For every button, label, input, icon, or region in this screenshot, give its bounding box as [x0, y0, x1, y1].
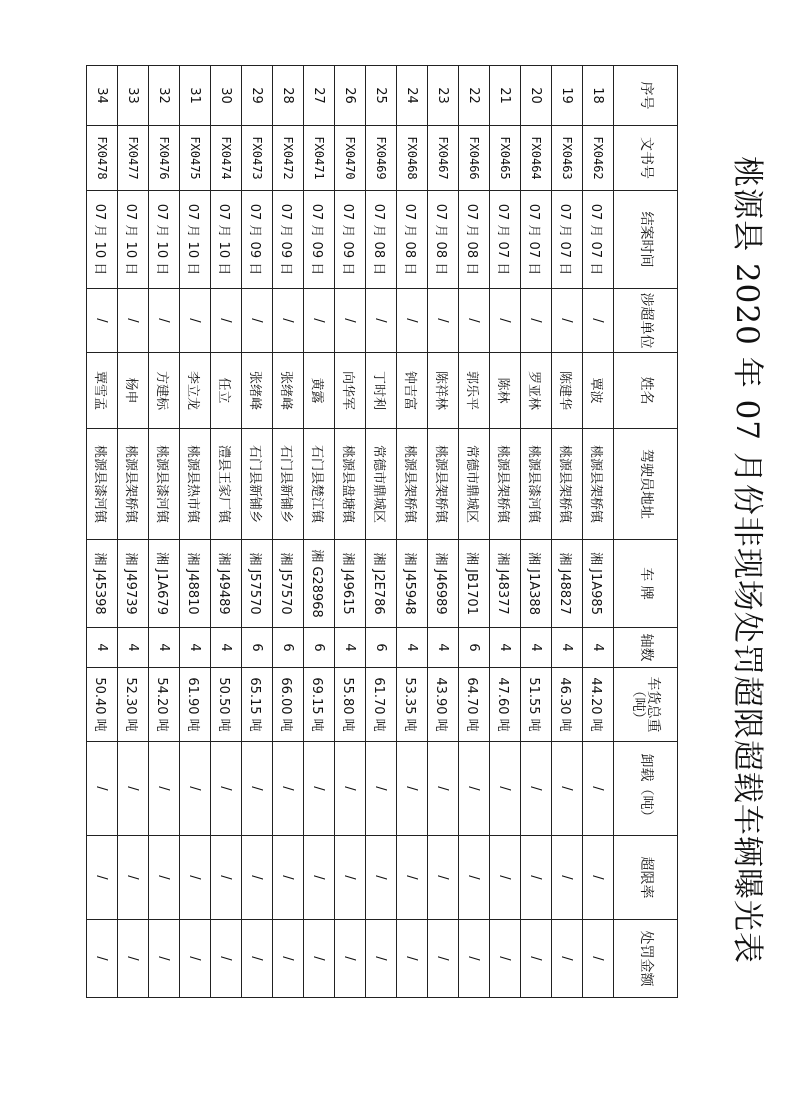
table-row: [397, 66, 428, 998]
cell-unit: /: [335, 289, 366, 353]
cell-penalty: /: [521, 920, 552, 998]
cell-penalty: /: [87, 920, 118, 998]
cell-name: 覃波: [583, 353, 614, 429]
cell-serial: 19: [552, 66, 583, 126]
cell-unit: /: [428, 289, 459, 353]
cell-plate: 湘 J49489: [211, 540, 242, 628]
cell-close-date: 07 月 10 日: [180, 191, 211, 289]
header-overload-rate: 超限率: [614, 836, 678, 920]
cell-plate: 湘 J48827: [552, 540, 583, 628]
cell-gross-weight: 54.20 吨: [149, 668, 180, 742]
cell-plate: 湘 J49739: [118, 540, 149, 628]
cell-close-date: 07 月 09 日: [335, 191, 366, 289]
cell-unload: /: [397, 742, 428, 836]
cell-penalty: /: [583, 920, 614, 998]
table-row: [87, 66, 118, 998]
page-title: 桃源县 2020 年 07 月份非现场处罚超限超载车辆曝光表: [729, 156, 765, 964]
cell-address: 桃源县漆河镇: [87, 429, 118, 540]
cell-name: 陈建华: [552, 353, 583, 429]
table-row: [273, 66, 304, 998]
cell-gross-weight: 51.55 吨: [521, 668, 552, 742]
cell-serial: 21: [490, 66, 521, 126]
cell-doc-number: FX0472: [273, 126, 304, 191]
cell-address: 澧县王家厂镇: [211, 429, 242, 540]
cell-unload: /: [87, 742, 118, 836]
cell-axles: 6: [273, 628, 304, 668]
cell-unload: /: [273, 742, 304, 836]
cell-unit: /: [149, 289, 180, 353]
cell-unit: /: [490, 289, 521, 353]
cell-address: 桃源县架桥镇: [552, 429, 583, 540]
cell-name: 陈林: [490, 353, 521, 429]
cell-unload: /: [180, 742, 211, 836]
cell-close-date: 07 月 08 日: [459, 191, 490, 289]
cell-serial: 25: [366, 66, 397, 126]
cell-overload-rate: /: [583, 836, 614, 920]
header-penalty: 处罚金额: [614, 920, 678, 998]
cell-overload-rate: /: [304, 836, 335, 920]
table-row: [583, 66, 614, 998]
cell-gross-weight: 43.90 吨: [428, 668, 459, 742]
cell-axles: 6: [242, 628, 273, 668]
table-row: [118, 66, 149, 998]
cell-doc-number: FX0473: [242, 126, 273, 191]
cell-address: 石门县新铺乡: [273, 429, 304, 540]
cell-unload: /: [118, 742, 149, 836]
cell-axles: 4: [211, 628, 242, 668]
cell-gross-weight: 64.70 吨: [459, 668, 490, 742]
cell-address: 桃源县架桥镇: [118, 429, 149, 540]
cell-axles: 4: [428, 628, 459, 668]
header-serial: 序号: [614, 66, 678, 126]
cell-serial: 33: [118, 66, 149, 126]
table-row: [459, 66, 490, 998]
cell-penalty: /: [273, 920, 304, 998]
cell-unit: /: [552, 289, 583, 353]
cell-name: 李立龙: [180, 353, 211, 429]
cell-close-date: 07 月 09 日: [242, 191, 273, 289]
cell-doc-number: FX0462: [583, 126, 614, 191]
header-gross-weight: 车货总重（吨）: [614, 668, 678, 742]
cell-serial: 26: [335, 66, 366, 126]
cell-overload-rate: /: [273, 836, 304, 920]
cell-axles: 4: [149, 628, 180, 668]
cell-unit: /: [180, 289, 211, 353]
cell-penalty: /: [490, 920, 521, 998]
cell-address: 桃源县漆河镇: [149, 429, 180, 540]
cell-gross-weight: 55.80 吨: [335, 668, 366, 742]
cell-doc-number: FX0476: [149, 126, 180, 191]
cell-penalty: /: [149, 920, 180, 998]
cell-overload-rate: /: [149, 836, 180, 920]
header-plate: 车 牌: [614, 540, 678, 628]
cell-unit: /: [366, 289, 397, 353]
cell-unit: /: [211, 289, 242, 353]
header-name: 姓名: [614, 353, 678, 429]
header-unit: 涉超单位: [614, 289, 678, 353]
cell-axles: 4: [521, 628, 552, 668]
cell-unload: /: [211, 742, 242, 836]
cell-unit: /: [583, 289, 614, 353]
header-unload: 卸载（吨）: [614, 742, 678, 836]
table-row: [428, 66, 459, 998]
violation-table: [86, 65, 678, 998]
cell-plate: 湘 J57570: [273, 540, 304, 628]
cell-serial: 18: [583, 66, 614, 126]
cell-doc-number: FX0467: [428, 126, 459, 191]
cell-serial: 29: [242, 66, 273, 126]
cell-close-date: 07 月 10 日: [211, 191, 242, 289]
cell-serial: 22: [459, 66, 490, 126]
cell-plate: 湘 J48810: [180, 540, 211, 628]
cell-close-date: 07 月 07 日: [583, 191, 614, 289]
cell-overload-rate: /: [521, 836, 552, 920]
header-address: 驾驶员地址: [614, 429, 678, 540]
cell-axles: 4: [180, 628, 211, 668]
header-axles: 轴数: [614, 628, 678, 668]
cell-close-date: 07 月 09 日: [273, 191, 304, 289]
table-row: [552, 66, 583, 998]
cell-doc-number: FX0465: [490, 126, 521, 191]
cell-name: 钟吉富: [397, 353, 428, 429]
cell-serial: 24: [397, 66, 428, 126]
cell-gross-weight: 46.30 吨: [552, 668, 583, 742]
cell-plate: 湘 J48377: [490, 540, 521, 628]
header-doc-number: 文书号: [614, 126, 678, 191]
cell-axles: 4: [397, 628, 428, 668]
cell-penalty: /: [397, 920, 428, 998]
cell-gross-weight: 50.40 吨: [87, 668, 118, 742]
cell-overload-rate: /: [335, 836, 366, 920]
cell-gross-weight: 69.15 吨: [304, 668, 335, 742]
cell-penalty: /: [366, 920, 397, 998]
cell-serial: 27: [304, 66, 335, 126]
cell-axles: 6: [304, 628, 335, 668]
cell-penalty: /: [180, 920, 211, 998]
cell-unit: /: [242, 289, 273, 353]
cell-doc-number: FX0463: [552, 126, 583, 191]
cell-unit: /: [118, 289, 149, 353]
cell-overload-rate: /: [428, 836, 459, 920]
cell-penalty: /: [242, 920, 273, 998]
cell-close-date: 07 月 07 日: [521, 191, 552, 289]
table-row: [211, 66, 242, 998]
cell-name: 任立: [211, 353, 242, 429]
cell-overload-rate: /: [242, 836, 273, 920]
cell-unit: /: [273, 289, 304, 353]
cell-gross-weight: 61.70 吨: [366, 668, 397, 742]
cell-axles: 4: [118, 628, 149, 668]
cell-unload: /: [459, 742, 490, 836]
cell-unload: /: [490, 742, 521, 836]
cell-serial: 32: [149, 66, 180, 126]
cell-overload-rate: /: [180, 836, 211, 920]
cell-close-date: 07 月 08 日: [397, 191, 428, 289]
cell-close-date: 07 月 10 日: [149, 191, 180, 289]
cell-gross-weight: 52.30 吨: [118, 668, 149, 742]
cell-unload: /: [583, 742, 614, 836]
header-row: [614, 66, 678, 998]
cell-unit: /: [87, 289, 118, 353]
cell-plate: 湘 J49615: [335, 540, 366, 628]
cell-gross-weight: 53.35 吨: [397, 668, 428, 742]
cell-plate: 湘 J1A679: [149, 540, 180, 628]
cell-name: 向华军: [335, 353, 366, 429]
table-row: [490, 66, 521, 998]
cell-gross-weight: 65.15 吨: [242, 668, 273, 742]
cell-plate: 湘 JB1701: [459, 540, 490, 628]
cell-doc-number: FX0471: [304, 126, 335, 191]
cell-unload: /: [428, 742, 459, 836]
cell-name: 张绪峰: [242, 353, 273, 429]
cell-plate: 湘 J46989: [428, 540, 459, 628]
cell-address: 桃源县架桥镇: [583, 429, 614, 540]
cell-name: 杨申: [118, 353, 149, 429]
cell-serial: 28: [273, 66, 304, 126]
cell-axles: 4: [490, 628, 521, 668]
cell-address: 桃源县热市镇: [180, 429, 211, 540]
cell-penalty: /: [118, 920, 149, 998]
cell-penalty: /: [459, 920, 490, 998]
cell-penalty: /: [335, 920, 366, 998]
cell-axles: 6: [459, 628, 490, 668]
cell-penalty: /: [428, 920, 459, 998]
cell-unload: /: [552, 742, 583, 836]
cell-doc-number: FX0474: [211, 126, 242, 191]
cell-serial: 20: [521, 66, 552, 126]
cell-close-date: 07 月 10 日: [87, 191, 118, 289]
cell-unload: /: [304, 742, 335, 836]
cell-address: 桃源县漆河镇: [521, 429, 552, 540]
cell-plate: 湘 J1A985: [583, 540, 614, 628]
cell-address: 常德市鼎城区: [366, 429, 397, 540]
cell-unit: /: [304, 289, 335, 353]
cell-serial: 34: [87, 66, 118, 126]
cell-overload-rate: /: [87, 836, 118, 920]
cell-address: 桃源县架桥镇: [490, 429, 521, 540]
cell-overload-rate: /: [459, 836, 490, 920]
cell-plate: 湘 J45948: [397, 540, 428, 628]
cell-axles: 4: [335, 628, 366, 668]
cell-overload-rate: /: [490, 836, 521, 920]
cell-serial: 30: [211, 66, 242, 126]
cell-address: 石门县新铺乡: [242, 429, 273, 540]
cell-doc-number: FX0470: [335, 126, 366, 191]
cell-penalty: /: [304, 920, 335, 998]
cell-plate: 湘 J57570: [242, 540, 273, 628]
cell-overload-rate: /: [211, 836, 242, 920]
cell-doc-number: FX0468: [397, 126, 428, 191]
cell-close-date: 07 月 07 日: [490, 191, 521, 289]
cell-unit: /: [459, 289, 490, 353]
table-body: [87, 66, 614, 998]
cell-gross-weight: 44.20 吨: [583, 668, 614, 742]
cell-penalty: /: [552, 920, 583, 998]
cell-doc-number: FX0466: [459, 126, 490, 191]
cell-close-date: 07 月 09 日: [304, 191, 335, 289]
cell-doc-number: FX0478: [87, 126, 118, 191]
cell-axles: 4: [87, 628, 118, 668]
table-row: [242, 66, 273, 998]
cell-name: 罗亚林: [521, 353, 552, 429]
cell-gross-weight: 66.00 吨: [273, 668, 304, 742]
cell-close-date: 07 月 10 日: [118, 191, 149, 289]
table-row: [335, 66, 366, 998]
cell-address: 桃源县架桥镇: [428, 429, 459, 540]
cell-gross-weight: 61.90 吨: [180, 668, 211, 742]
cell-serial: 31: [180, 66, 211, 126]
cell-unit: /: [521, 289, 552, 353]
cell-name: 陈祥林: [428, 353, 459, 429]
cell-axles: 4: [583, 628, 614, 668]
cell-close-date: 07 月 08 日: [428, 191, 459, 289]
cell-plate: 湘 J2E786: [366, 540, 397, 628]
cell-overload-rate: /: [118, 836, 149, 920]
cell-doc-number: FX0464: [521, 126, 552, 191]
cell-name: 丁时利: [366, 353, 397, 429]
header-close-date: 结案时间: [614, 191, 678, 289]
cell-plate: 湘 J45398: [87, 540, 118, 628]
cell-serial: 23: [428, 66, 459, 126]
cell-name: 郭乐平: [459, 353, 490, 429]
cell-axles: 4: [552, 628, 583, 668]
table-row: [180, 66, 211, 998]
cell-penalty: /: [211, 920, 242, 998]
cell-close-date: 07 月 08 日: [366, 191, 397, 289]
cell-overload-rate: /: [397, 836, 428, 920]
cell-name: 张绪峰: [273, 353, 304, 429]
cell-axles: 6: [366, 628, 397, 668]
cell-unload: /: [366, 742, 397, 836]
cell-name: 方建标: [149, 353, 180, 429]
cell-name: 覃雪孟: [87, 353, 118, 429]
cell-unit: /: [397, 289, 428, 353]
cell-address: 桃源县盘塘镇: [335, 429, 366, 540]
table-row: [521, 66, 552, 998]
table-row: [366, 66, 397, 998]
cell-gross-weight: 47.60 吨: [490, 668, 521, 742]
cell-address: 石门县楚江镇: [304, 429, 335, 540]
table-row: [304, 66, 335, 998]
cell-unload: /: [335, 742, 366, 836]
cell-unload: /: [521, 742, 552, 836]
cell-close-date: 07 月 07 日: [552, 191, 583, 289]
cell-doc-number: FX0475: [180, 126, 211, 191]
cell-address: 常德市鼎城区: [459, 429, 490, 540]
cell-overload-rate: /: [366, 836, 397, 920]
cell-unload: /: [242, 742, 273, 836]
cell-overload-rate: /: [552, 836, 583, 920]
cell-plate: 湘 G28968: [304, 540, 335, 628]
cell-unload: /: [149, 742, 180, 836]
cell-gross-weight: 50.50 吨: [211, 668, 242, 742]
cell-plate: 湘 J1A388: [521, 540, 552, 628]
cell-doc-number: FX0477: [118, 126, 149, 191]
cell-name: 黄露: [304, 353, 335, 429]
cell-doc-number: FX0469: [366, 126, 397, 191]
cell-address: 桃源县架桥镇: [397, 429, 428, 540]
table-row: [149, 66, 180, 998]
